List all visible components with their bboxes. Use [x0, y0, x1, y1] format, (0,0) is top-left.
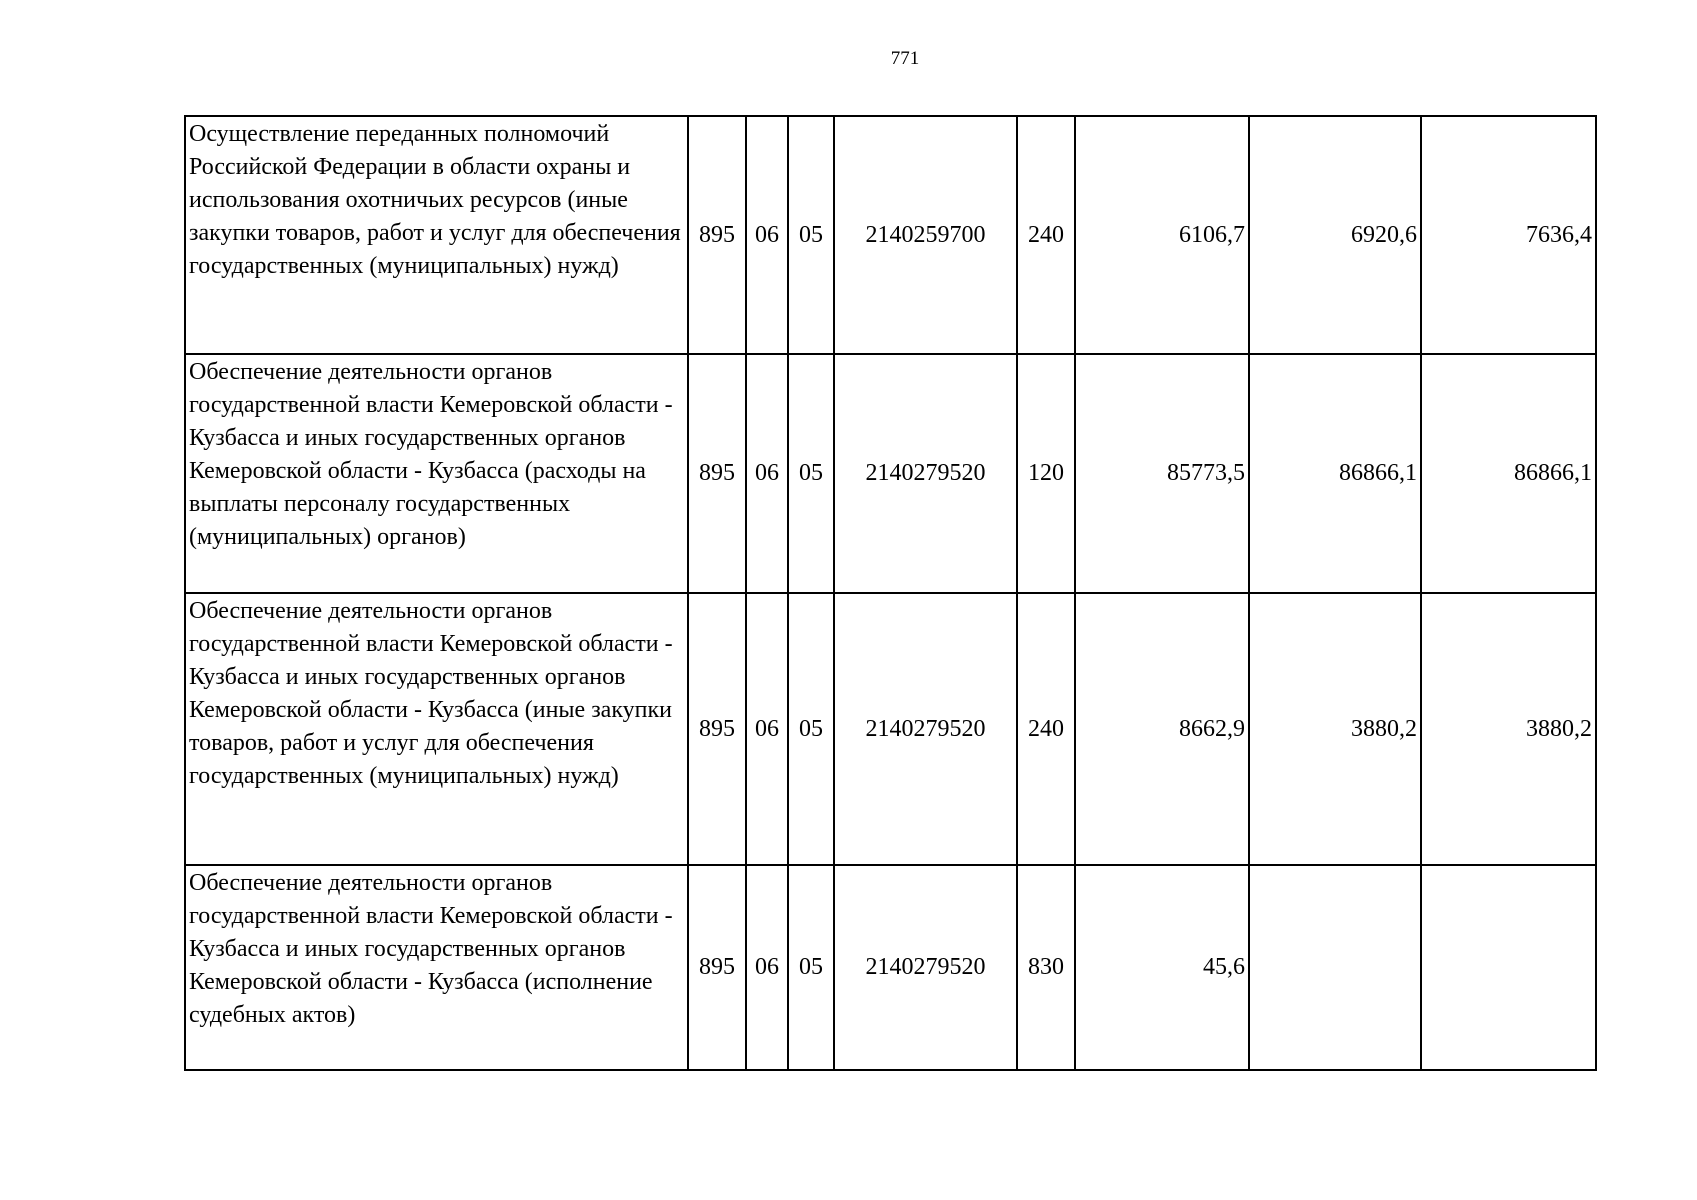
- expense-type-cell: 240: [1017, 593, 1075, 865]
- table-row: [185, 116, 1596, 354]
- amount-1-cell: 85773,5: [1075, 354, 1249, 593]
- description-cell: Обеспечение деятельности органов государственной власти Кемеровской области - Кузбасса и иных государственных органов Кемеровской области - Кузбасса (исполнение судебных актов): [185, 865, 688, 1070]
- amount-2-cell: [1249, 865, 1421, 1070]
- ministry-code-cell: 895: [688, 865, 746, 1070]
- amount-3-cell: [1421, 865, 1596, 1070]
- table-row: [185, 593, 1596, 865]
- subsection-code-cell: 05: [788, 865, 834, 1070]
- subsection-code-cell: 05: [788, 116, 834, 354]
- amount-1-cell: 6106,7: [1075, 116, 1249, 354]
- section-code-cell: 06: [746, 865, 788, 1070]
- amount-3-cell: 7636,4: [1421, 116, 1596, 354]
- amount-3-cell: 86866,1: [1421, 354, 1596, 593]
- target-article-cell: 2140279520: [834, 865, 1017, 1070]
- table-row: [185, 354, 1596, 593]
- target-article-cell: 2140259700: [834, 116, 1017, 354]
- target-article-cell: 2140279520: [834, 593, 1017, 865]
- ministry-code-cell: 895: [688, 593, 746, 865]
- amount-1-cell: 8662,9: [1075, 593, 1249, 865]
- subsection-code-cell: 05: [788, 593, 834, 865]
- ministry-code-cell: 895: [688, 116, 746, 354]
- amount-2-cell: 6920,6: [1249, 116, 1421, 354]
- description-cell: Осуществление переданных полномочий Российской Федерации в области охраны и использования охотничьих ресурсов (иные закупки товаров, работ и услуг для обеспечения государственных (муниципальных) нужд): [185, 116, 688, 354]
- page-number: 771: [890, 48, 920, 69]
- subsection-code-cell: 05: [788, 354, 834, 593]
- section-code-cell: 06: [746, 593, 788, 865]
- description-cell: Обеспечение деятельности органов государственной власти Кемеровской области - Кузбасса и иных государственных органов Кемеровской области - Кузбасса (расходы на выплаты персоналу государственных (муниципальных) органов): [185, 354, 688, 593]
- ministry-code-cell: 895: [688, 354, 746, 593]
- amount-2-cell: 3880,2: [1249, 593, 1421, 865]
- section-code-cell: 06: [746, 354, 788, 593]
- target-article-cell: 2140279520: [834, 354, 1017, 593]
- table-row: [185, 865, 1596, 1070]
- section-code-cell: 06: [746, 116, 788, 354]
- description-cell: Обеспечение деятельности органов государственной власти Кемеровской области - Кузбасса и иных государственных органов Кемеровской области - Кузбасса (иные закупки товаров, работ и услуг для обеспечения государственных (муниципальных) нужд): [185, 593, 688, 865]
- expense-type-cell: 120: [1017, 354, 1075, 593]
- budget-table: [184, 115, 1597, 1071]
- amount-1-cell: 45,6: [1075, 865, 1249, 1070]
- amount-2-cell: 86866,1: [1249, 354, 1421, 593]
- expense-type-cell: 830: [1017, 865, 1075, 1070]
- amount-3-cell: 3880,2: [1421, 593, 1596, 865]
- expense-type-cell: 240: [1017, 116, 1075, 354]
